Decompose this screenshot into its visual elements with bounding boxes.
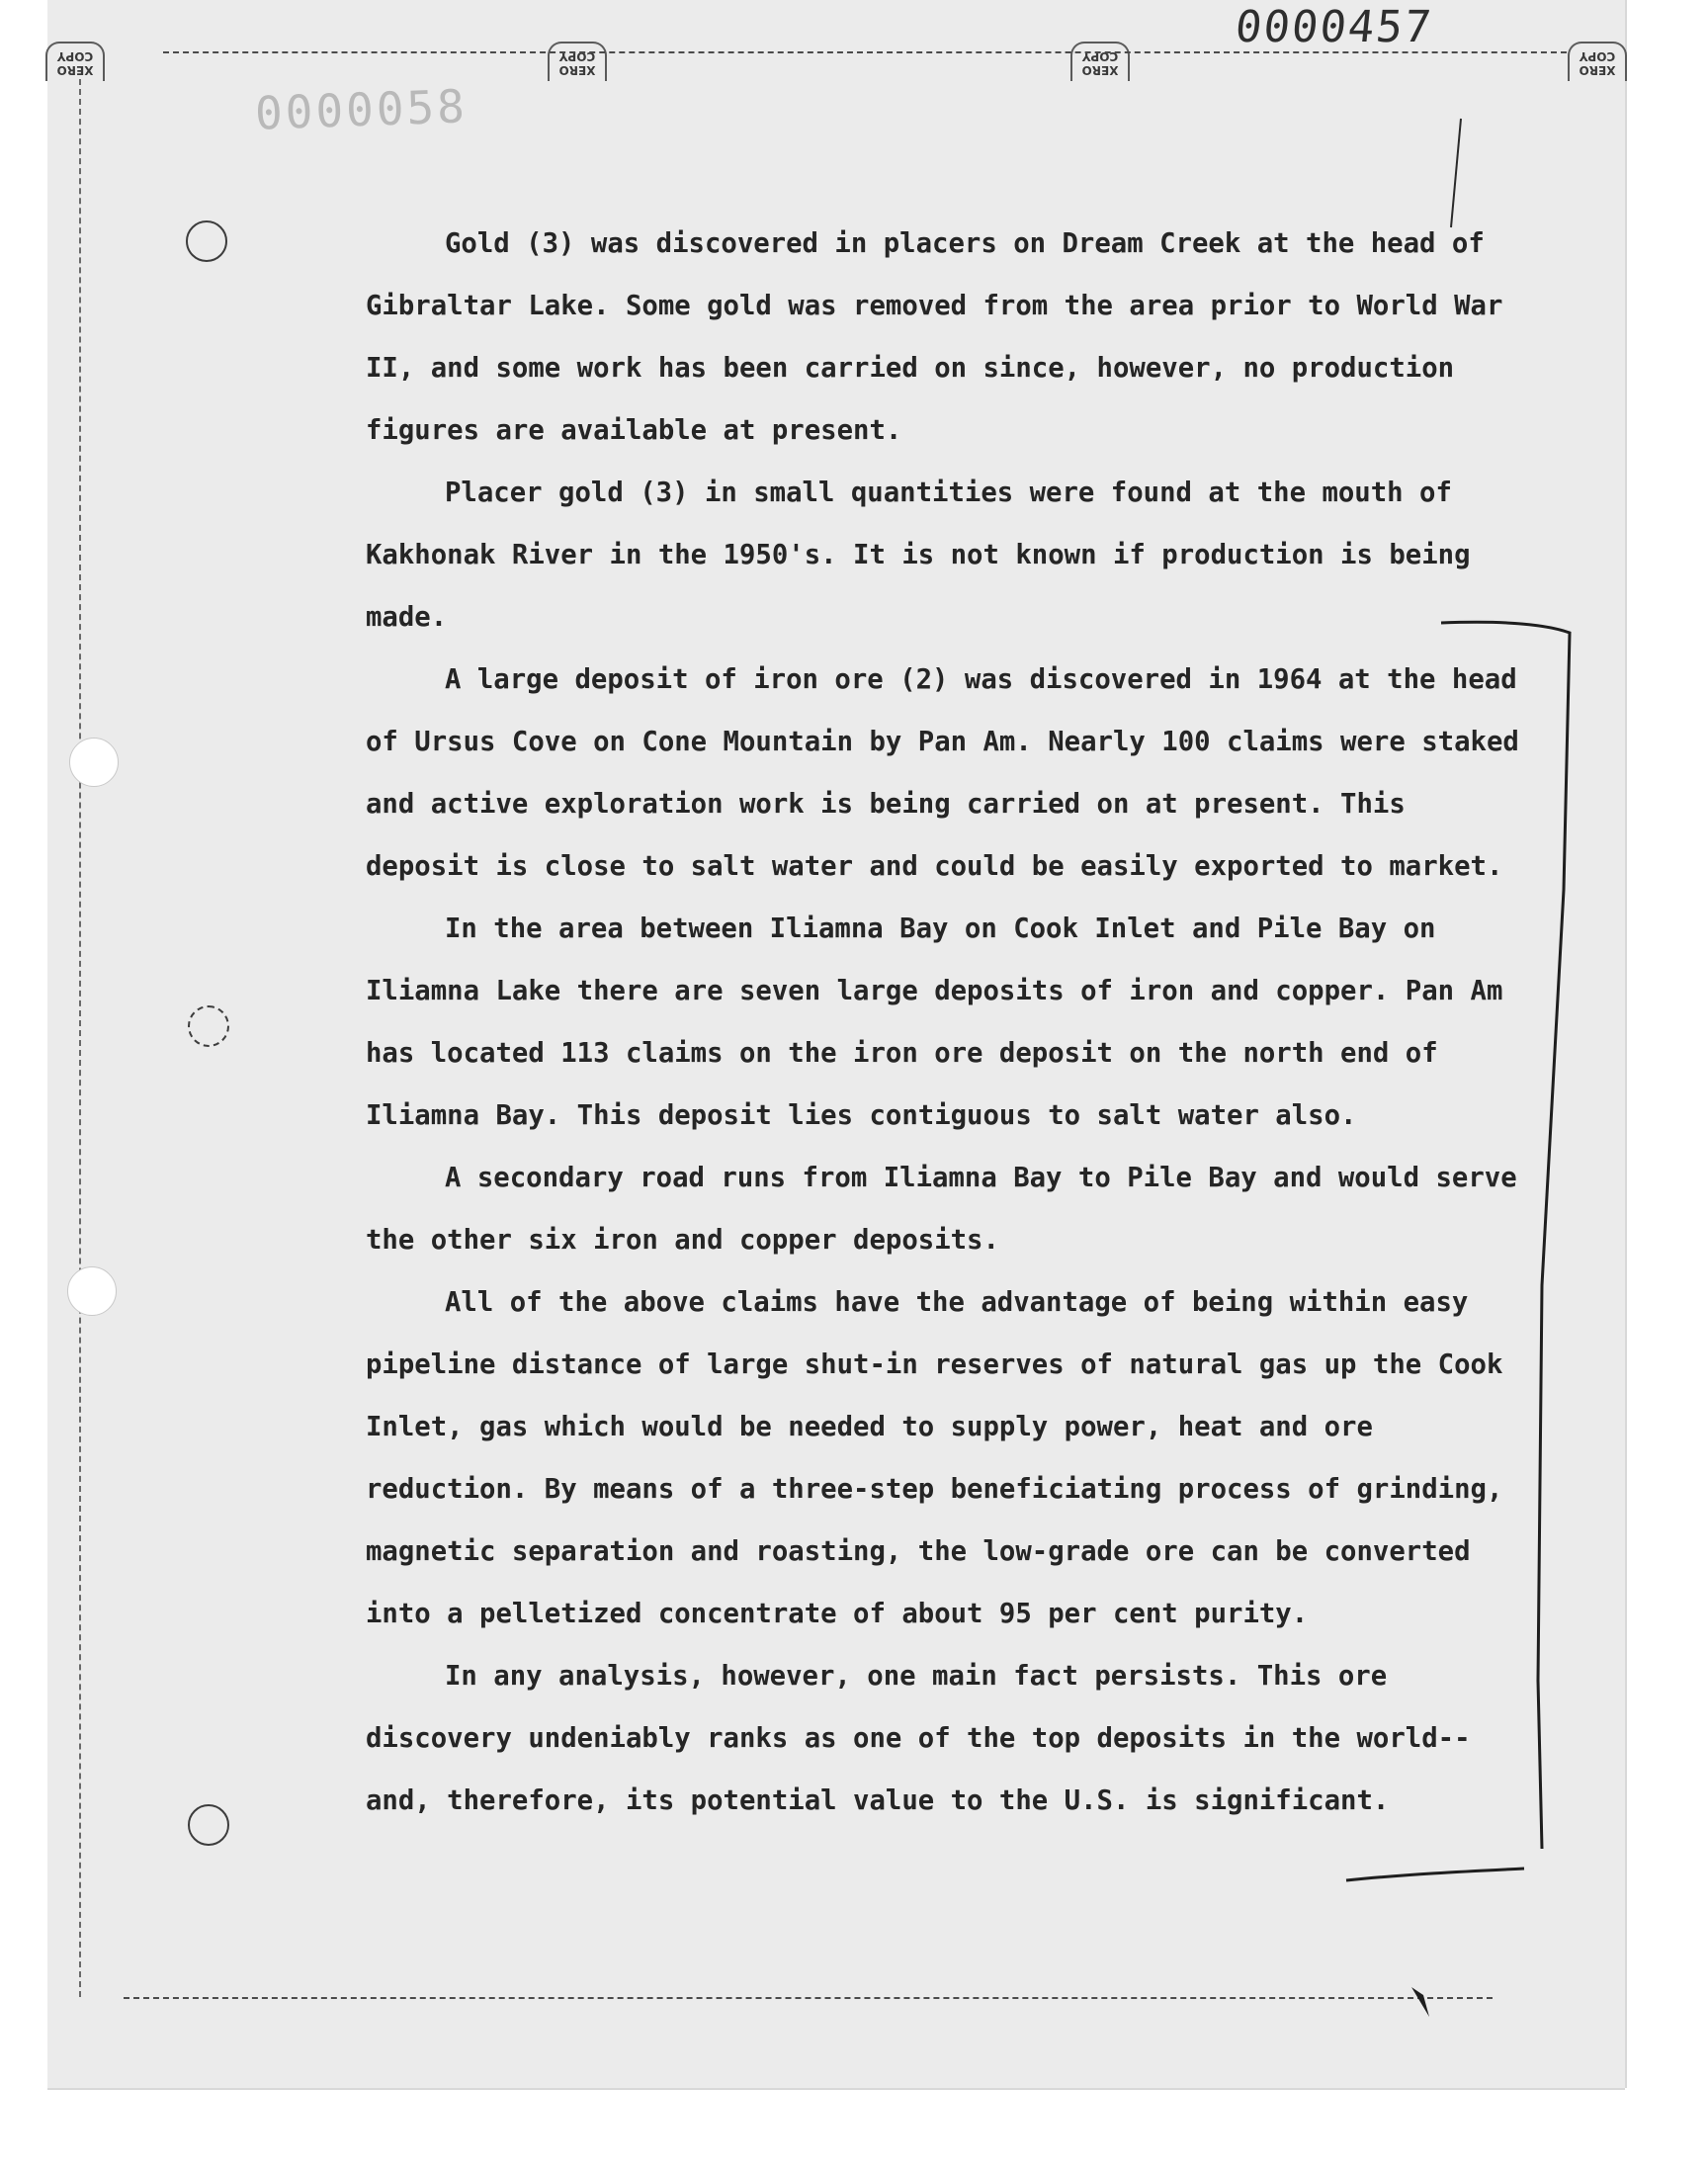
paragraph-pipeline-gas: All of the above claims have the advantage of being within easy pipeline distance of large shut-in reserves of natural gas up the Cook Inlet, gas which would be needed to supply power, heat and ore reduction. By means of a three-step beneficiating process of grinding, magnetic separation and roasting, the low-grade ore can be converted into a pelletized concentrate of about 95 per cent purity.	[366, 1287, 1503, 1629]
xero-copy-stamp: XERO COPY	[45, 42, 105, 81]
ghost-bates-number: 0000058	[254, 79, 469, 140]
paragraph-iron-ursus-cove: A large deposit of iron ore (2) was discovered in 1964 at the head of Ursus Cove on Cone Mountain by Pan Am. Nearly 100 claims were staked and active exploration work is being carried on at present. This deposit is close to salt water and could be easily exported to market.	[366, 664, 1519, 882]
paragraph-iliamna-deposits: In the area between Iliamna Bay on Cook Inlet and Pile Bay on Iliamna Lake there are seven large deposits of iron and copper. Pan Am has located 113 claims on the iron ore deposit on the north end of Iliamna Bay. This deposit lies contiguous to salt water also.	[366, 914, 1503, 1131]
memo-body	[366, 213, 1527, 1832]
xero-copy-stamp: XERO COPY	[548, 42, 607, 81]
paragraph-placer-kakhonak: Placer gold (3) in small quantities were found at the mouth of Kakhonak River in the 1950's. It is not known if production is being made.	[366, 478, 1471, 633]
bates-number: 0000457	[1233, 2, 1436, 52]
paragraph-gold-dream-creek: Gold (3) was discovered in placers on Dream Creek at the head of Gibraltar Lake. Some gold was removed from the area prior to World War II, and some work has been carried on since, however, no production figures are available at present.	[366, 228, 1503, 446]
paragraph-secondary-road: A secondary road runs from Iliamna Bay to Pile Bay and would serve the other six iron and copper deposits.	[366, 1163, 1517, 1256]
xero-copy-stamp: XERO COPY	[1070, 42, 1130, 81]
xero-copy-stamp: XERO COPY	[1568, 42, 1627, 81]
paragraph-analysis-conclusion: In any analysis, however, one main fact persists. This ore discovery undeniably ranks as one of the top deposits in the world--and, therefore, its potential value to the U.S. is significant.	[366, 1661, 1471, 1816]
